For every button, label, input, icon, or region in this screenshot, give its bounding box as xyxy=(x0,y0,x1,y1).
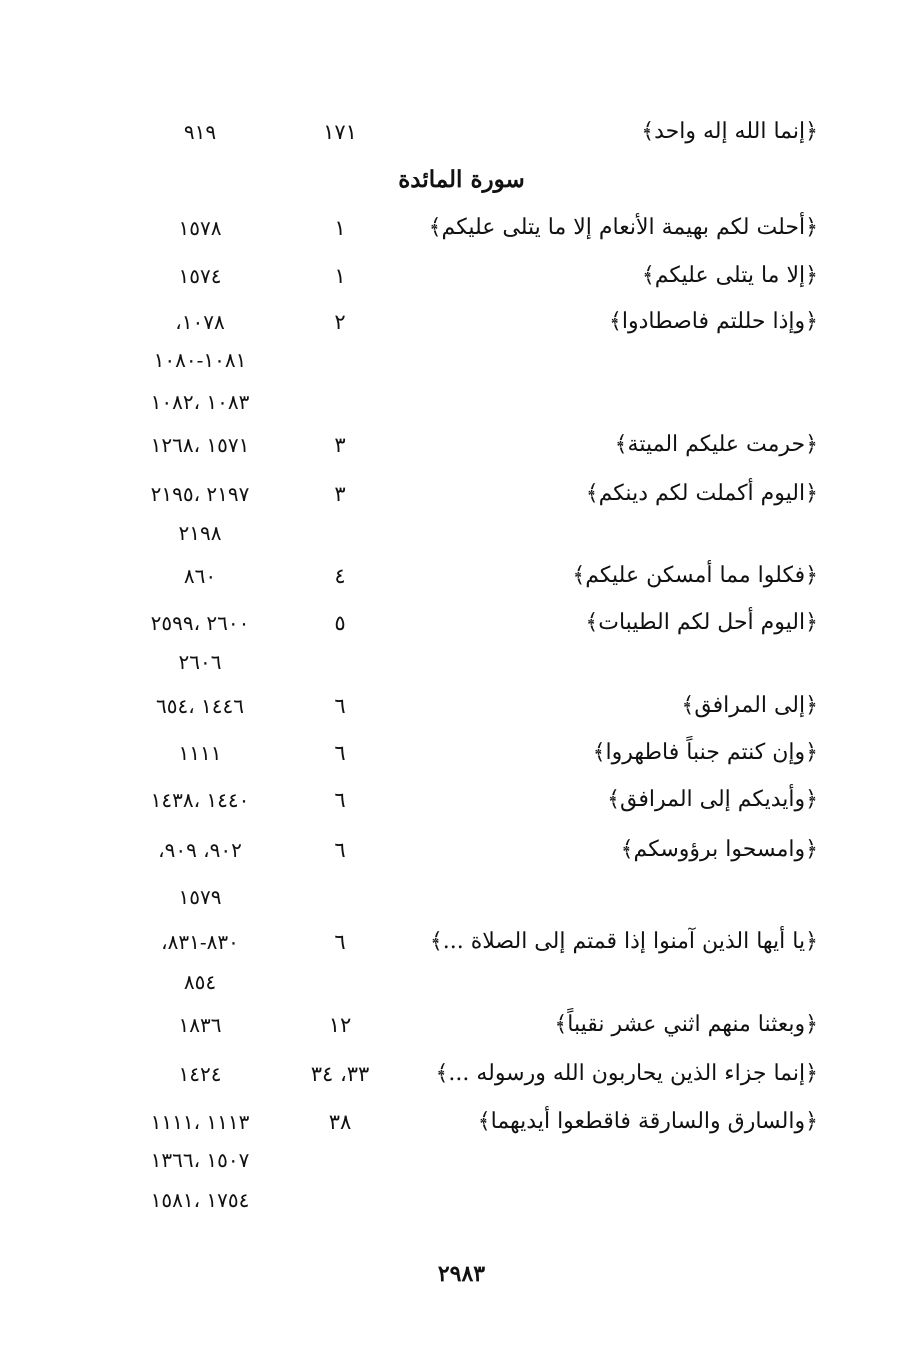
index-row xyxy=(0,830,923,870)
ayah-number: ٦ xyxy=(334,788,346,812)
index-row xyxy=(0,922,923,962)
surah-title: سورة المائدة xyxy=(398,166,525,193)
index-row-continuation xyxy=(0,1140,923,1180)
index-row xyxy=(0,256,923,296)
page-refs: ٢٦٠٦ xyxy=(178,650,222,674)
page-refs: ٨٦٠ xyxy=(183,564,217,588)
ayah-number: ١٢ xyxy=(328,1013,352,1037)
verse-text: ﴿أحلت لكم بهيمة الأنعام إلا ما يتلى عليكم﴾ xyxy=(428,215,818,240)
index-row-continuation xyxy=(0,642,923,682)
index-row xyxy=(0,302,923,342)
page-refs: ١٤٤٦ ،٦٥٤ xyxy=(155,694,244,718)
page-refs: ٢١٩٧ ،٢١٩٥ xyxy=(150,482,250,506)
ayah-number: ١ xyxy=(334,264,346,288)
page-refs: ١٥٠٧ ،١٣٦٦ xyxy=(150,1148,250,1172)
page-refs: ١٧٥٤ ،١٥٨١ xyxy=(150,1188,250,1212)
page-refs: ٨٥٤ xyxy=(183,970,217,994)
verse-text: ﴿إلا ما يتلى عليكم﴾ xyxy=(641,263,818,288)
verse-text: ﴿إلى المرافق﴾ xyxy=(681,693,818,718)
verse-text: ﴿وإذا حللتم فاصطادوا﴾ xyxy=(608,309,818,334)
ayah-number: ٣٣، ٣٤ xyxy=(310,1062,370,1086)
page-refs: ١٤٢٤ xyxy=(178,1062,222,1086)
verse-text: ﴿اليوم أكملت لكم دينكم﴾ xyxy=(585,481,818,506)
page-refs: ١٨٣٦ xyxy=(178,1013,222,1037)
ayah-number: ٦ xyxy=(334,741,346,765)
verse-text: ﴿إنما الله إله واحد﴾ xyxy=(641,119,818,144)
page-refs: ٨٣٠-٨٣١، xyxy=(161,930,239,954)
page-refs: ١١١١ xyxy=(178,741,222,765)
index-row xyxy=(0,208,923,248)
index-row-continuation xyxy=(0,877,923,917)
ayah-number: ٢ xyxy=(334,310,346,334)
index-row-continuation xyxy=(0,1180,923,1220)
index-row xyxy=(0,1102,923,1142)
verse-text: ﴿والسارق والسارقة فاقطعوا أيديهما﴾ xyxy=(477,1109,818,1134)
ayah-number: ٣٨ xyxy=(328,1110,352,1134)
verse-text: ﴿اليوم أحل لكم الطيبات﴾ xyxy=(585,610,818,635)
index-row-continuation xyxy=(0,513,923,553)
verse-text: ﴿يا أيها الذين آمنوا إذا قمتم إلى الصلاة ...﴾ xyxy=(429,929,818,954)
index-row xyxy=(0,112,923,152)
page-refs: ١٠٨١-١٠٨٠ xyxy=(153,348,247,372)
page-refs: ١٠٧٨، xyxy=(175,310,225,334)
page-number: ٢٩٨٣ xyxy=(437,1261,486,1287)
ayah-number: ٦ xyxy=(334,930,346,954)
index-row-continuation xyxy=(0,382,923,422)
verse-text: ﴿حرمت عليكم الميتة﴾ xyxy=(614,432,818,457)
page-refs: ١١١٣ ،١١١١ xyxy=(150,1110,250,1134)
ayah-number: ٦ xyxy=(334,838,346,862)
verse-text: ﴿وبعثنا منهم اثني عشر نقيباً﴾ xyxy=(554,1012,818,1037)
index-row xyxy=(0,425,923,465)
ayah-number: ٤ xyxy=(334,564,346,588)
index-row xyxy=(0,603,923,643)
verse-text: ﴿وامسحوا برؤوسكم﴾ xyxy=(620,837,818,862)
index-row xyxy=(0,1005,923,1045)
page-refs: ٩١٩ xyxy=(183,120,217,144)
ayah-number: ١٧١ xyxy=(323,120,357,144)
ayah-number: ٦ xyxy=(334,694,346,718)
verse-text: ﴿وأيديكم إلى المرافق﴾ xyxy=(607,787,818,812)
page-refs: ١٥٧٤ xyxy=(178,264,222,288)
index-row-continuation xyxy=(0,962,923,1002)
page-refs: ٩٠٢، ٩٠٩، xyxy=(158,838,242,862)
page-refs: ٢١٩٨ xyxy=(178,521,222,545)
page-refs: ١٥٧٩ xyxy=(178,885,222,909)
verse-text: ﴿فكلوا مما أمسكن عليكم﴾ xyxy=(572,563,818,588)
ayah-number: ١ xyxy=(334,216,346,240)
verse-text: ﴿إنما جزاء الذين يحاربون الله ورسوله ...﴾ xyxy=(435,1061,818,1086)
index-row xyxy=(0,733,923,773)
page-refs: ١٠٨٣ ،١٠٨٢ xyxy=(150,390,250,414)
index-row xyxy=(0,1054,923,1094)
index-row-continuation xyxy=(0,340,923,380)
verse-text: ﴿وإن كنتم جنباً فاطهروا﴾ xyxy=(592,740,818,765)
page-refs: ٢٦٠٠ ،٢٥٩٩ xyxy=(150,611,250,635)
page-refs: ١٤٤٠ ،١٤٣٨ xyxy=(150,788,250,812)
index-row xyxy=(0,474,923,514)
index-row xyxy=(0,780,923,820)
ayah-number: ٣ xyxy=(334,482,346,506)
index-row xyxy=(0,686,923,726)
index-row xyxy=(0,556,923,596)
page-refs: ١٥٧٨ xyxy=(178,216,222,240)
page-refs: ١٥٧١ ،١٢٦٨ xyxy=(150,433,250,457)
ayah-number: ٣ xyxy=(334,433,346,457)
ayah-number: ٥ xyxy=(334,611,346,635)
